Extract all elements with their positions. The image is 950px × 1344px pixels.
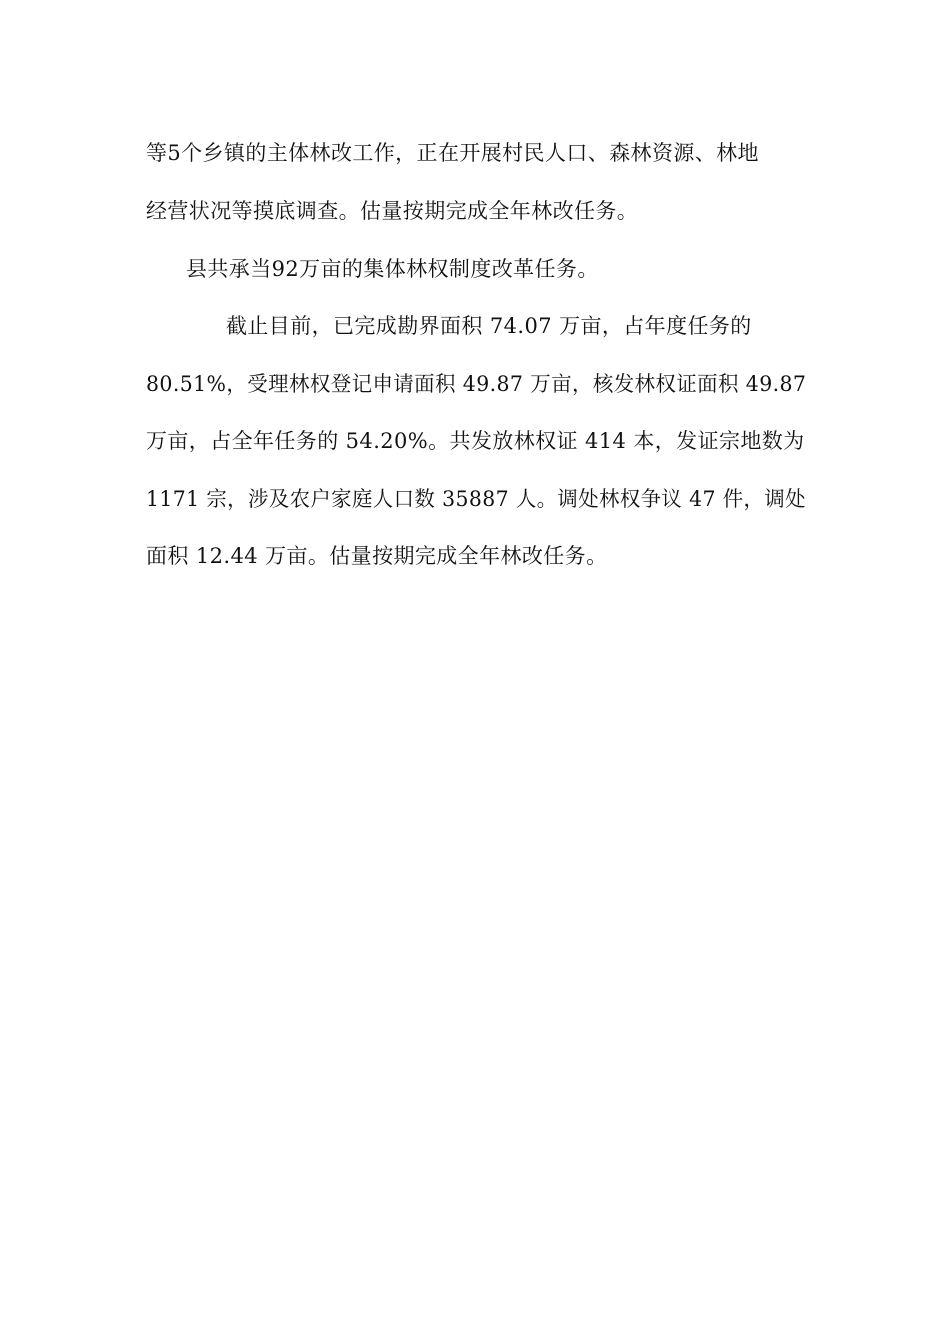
text-line-6: 万亩，占全年任务的 54.20%。共发放林权证 414 本，发证宗地数为 [146,429,805,453]
text-line-4: 截止目前，已完成勘界面积 74.07 万亩，占年度任务的 [226,314,752,338]
text-line-1: 等5个乡镇的主体林改工作，正在开展村民人口、森林资源、林地 [146,141,759,165]
text-line-2: 经营状况等摸底调查。估量按期完成全年林改任务。 [146,199,639,223]
text-line-5: 80.51%，受理林权登记申请面积 49.87 万亩，核发林权证面积 49.87 [146,372,807,396]
text-line-7: 1171 宗，涉及农户家庭人口数 35887 人。调处林权争议 47 件，调处 [146,487,806,511]
text-line-3: 县共承当92万亩的集体林权制度改革任务。 [186,257,599,281]
text-line-8: 面积 12.44 万亩。估量按期完成全年林改任务。 [146,544,608,568]
